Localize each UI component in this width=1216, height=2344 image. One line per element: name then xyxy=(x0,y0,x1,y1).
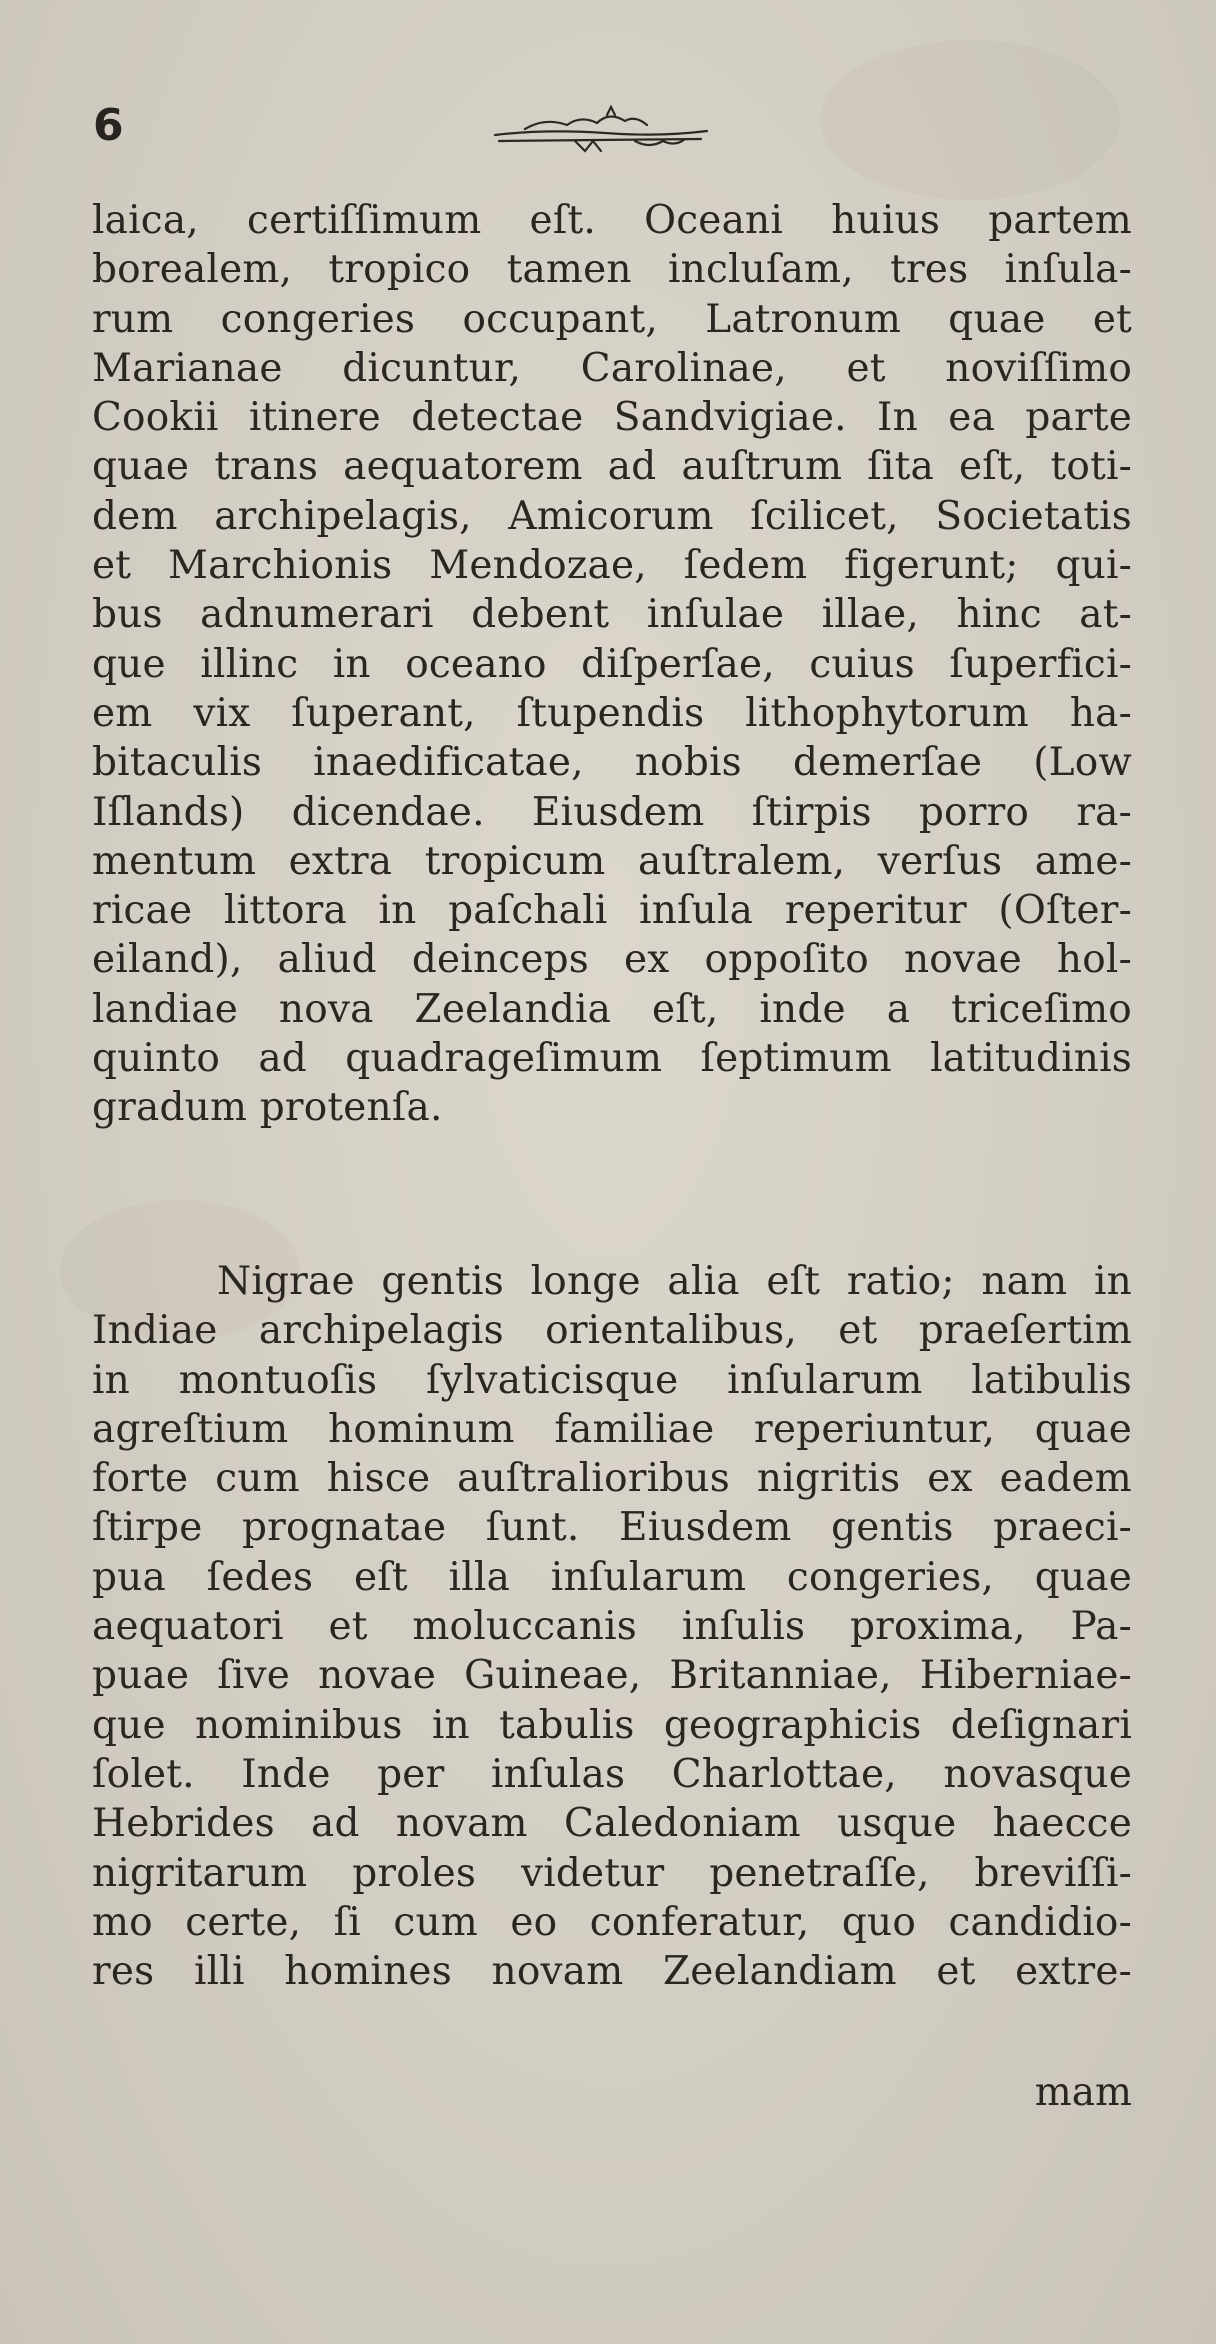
text-line: mo certe, ſi cum eo conferatur, quo candidio- xyxy=(92,1899,1132,1945)
text-line: em vix ſuperant, ſtupendis lithophytorum ha- xyxy=(92,690,1132,736)
text-line: Nigrae gentis longe alia eſt ratio; nam in xyxy=(217,1259,1132,1304)
text-line: rum congeries occupant, Latronum quae et xyxy=(92,296,1132,342)
text-line: que illinc in oceano diſperſae, cuius ſuperfici- xyxy=(92,641,1132,687)
text-line: agreſtium hominum familiae reperiuntur, quae xyxy=(92,1406,1132,1452)
text-line: et Marchionis Mendozae, ſedem figerunt; qui- xyxy=(92,543,1132,589)
text-line: in montuoſis ſylvaticisque inſularum latibulis xyxy=(92,1357,1132,1403)
paper-stain xyxy=(820,40,1120,200)
text-line: mentum extra tropicum auſtralem, verſus ame- xyxy=(92,838,1132,884)
text-line: res illi homines novam Zeelandiam et extre- xyxy=(92,1949,1132,1995)
text-line: ricae littora in paſchali inſula reperitur (Oſter- xyxy=(92,888,1132,934)
text-line: nigritarum proles videtur penetraſſe, breviſſi- xyxy=(92,1850,1132,1896)
catchword: mam xyxy=(1034,2070,1132,2115)
text-line: dem archipelagis, Amicorum ſcilicet, Societatis xyxy=(92,493,1132,539)
text-line: Hebrides ad novam Caledoniam usque haecce xyxy=(92,1801,1132,1847)
text-line: eiland), aliud deinceps ex oppoſito novae hol- xyxy=(92,937,1132,983)
text-line: bitaculis inaedificatae, nobis demerſae (Low xyxy=(92,740,1132,786)
paragraph-1 xyxy=(92,196,1132,1133)
text-line: borealem, tropico tamen incluſam, tres inſula- xyxy=(92,247,1132,293)
text-line: aequatori et moluccanis inſulis proxima, Pa- xyxy=(92,1604,1132,1650)
text-line: pua ſedes eſt illa inſularum congeries, quae xyxy=(92,1554,1132,1600)
text-line: ſolet. Inde per inſulas Charlottae, novasque xyxy=(92,1751,1132,1797)
text-line: landiae nova Zeelandia eſt, inde a triceſimo xyxy=(92,986,1132,1032)
text-line: quae trans aequatorem ad auſtrum ſita eſt, toti- xyxy=(92,444,1132,490)
text-line: Cookii itinere detectae Sandvigiae. In ea parte xyxy=(92,395,1132,441)
text-line: puae ſive novae Guineae, Britanniae, Hiberniae- xyxy=(92,1653,1132,1699)
headpiece-ornament-icon xyxy=(485,95,715,155)
text-line: bus adnumerari debent inſulae illae, hinc at- xyxy=(92,592,1132,638)
text-line: Iſlands) dicendae. Eiusdem ſtirpis porro ra- xyxy=(92,789,1132,835)
text-line: Indiae archipelagis orientalibus, et praeſertim xyxy=(92,1308,1132,1354)
text-line: ſtirpe prognatae ſunt. Eiusdem gentis praeci- xyxy=(92,1505,1132,1551)
text-line: forte cum hisce auſtralioribus nigritis ex eadem xyxy=(92,1456,1132,1502)
text-line: que nominibus in tabulis geographicis deſignari xyxy=(92,1702,1132,1748)
paragraph-2 xyxy=(92,1257,1132,1996)
text-line: gradum protenſa. xyxy=(92,1085,443,1131)
text-line: quinto ad quadrageſimum ſeptimum latitudinis xyxy=(92,1036,1132,1082)
text-line: Marianae dicuntur, Carolinae, et noviſſimo xyxy=(92,345,1132,391)
text-line: laica, certiſſimum eſt. Oceani huius partem xyxy=(92,198,1132,243)
page-number: 6 xyxy=(93,100,124,151)
